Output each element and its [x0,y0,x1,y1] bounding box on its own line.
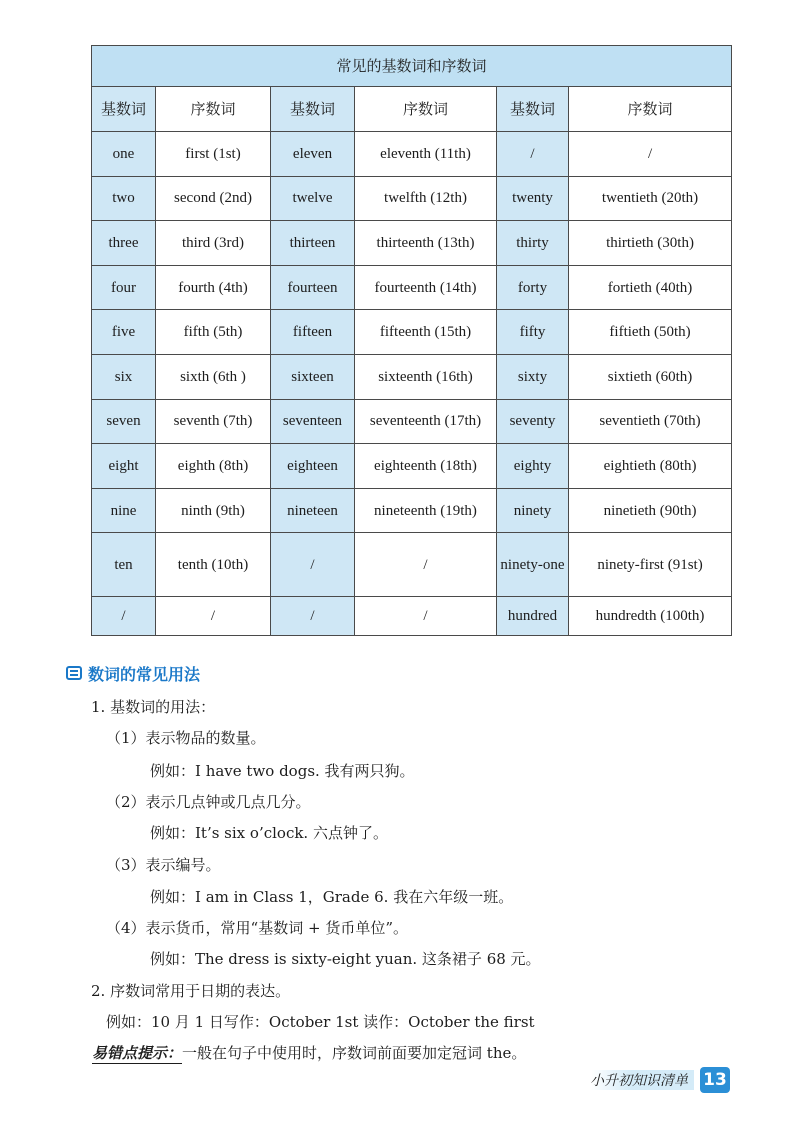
table-row [92,399,732,444]
ordinal-cell: sixth (6th ) [156,354,271,399]
ordinal-cell: / [355,533,497,597]
table-row [92,354,732,399]
ordinal-cell: sixtieth (60th) [569,354,732,399]
ordinal-cell: eleventh (11th) [355,132,497,177]
cardinal-cell: ninety [497,488,569,533]
ordinal-cell: fortieth (40th) [569,265,732,310]
ordinal-cell: tenth (10th) [156,533,271,597]
usage-item-4: （4）表示货币，常用“基数词 + 货币单位”。 [106,919,408,937]
cardinal-cell: eighty [497,444,569,489]
cardinal-cell: eighteen [271,444,355,489]
cardinal-cell: fourteen [271,265,355,310]
ordinal-cell: second (2nd) [156,176,271,221]
tip-text: 一般在句子中使用时，序数词前面要加定冠词 the。 [182,1044,527,1062]
example-5: 例如：10 月 1 日写作：October 1st 读作：October the first [106,1013,535,1031]
table-row [92,176,732,221]
cardinal-cell: five [92,310,156,355]
ordinal-cell: ninety-first (91st) [569,533,732,597]
ordinal-cell: eighteenth (18th) [355,444,497,489]
tip-label: 易错点提示： [92,1044,183,1062]
cardinal-cell: fifteen [271,310,355,355]
example-2: 例如：It’s six o’clock. 六点钟了。 [150,824,388,842]
ordinal-cell: twelfth (12th) [355,176,497,221]
cardinal-cell: one [92,132,156,177]
ordinal-cell: / [355,597,497,636]
ordinal-cell: seventieth (70th) [569,399,732,444]
ordinal-cell: seventeenth (17th) [355,399,497,444]
cardinal-cell: ninety-one [497,533,569,597]
usage-item-3: （3）表示编号。 [106,856,221,874]
ordinal-cell: eighth (8th) [156,444,271,489]
cardinal-cell: nineteen [271,488,355,533]
table-row [92,444,732,489]
cardinal-cell: six [92,354,156,399]
cardinal-cell: seventy [497,399,569,444]
cardinal-cell: twenty [497,176,569,221]
ordinal-cell: fifteenth (15th) [355,310,497,355]
ordinal-cell: sixteenth (16th) [355,354,497,399]
page-number: 13 [700,1067,730,1093]
cardinal-cell: / [497,132,569,177]
book-title: 小升初知识清单 [590,1070,694,1090]
example-3: 例如：I am in Class 1，Grade 6. 我在六年级一班。 [150,888,514,906]
header-cell: 序数词 [569,87,732,132]
ordinal-cell: eightieth (80th) [569,444,732,489]
ordinal-cell: fourth (4th) [156,265,271,310]
table-row [92,488,732,533]
ordinal-cell: / [569,132,732,177]
table-row [92,265,732,310]
cardinal-cell: eleven [271,132,355,177]
cardinal-cell: four [92,265,156,310]
table-row [92,221,732,266]
ordinal-cell: fifth (5th) [156,310,271,355]
header-cell: 序数词 [355,87,497,132]
table-row [92,310,732,355]
page-footer [590,1067,730,1093]
ordinal-cell: / [156,597,271,636]
ordinal-cell: thirtieth (30th) [569,221,732,266]
ordinal-cell: third (3rd) [156,221,271,266]
cardinal-cell: fifty [497,310,569,355]
ordinal-cell: fiftieth (50th) [569,310,732,355]
ordinal-cell: nineteenth (19th) [355,488,497,533]
header-cell: 基数词 [92,87,156,132]
cardinal-cell: eight [92,444,156,489]
cardinal-cell: seven [92,399,156,444]
cardinal-cell: / [271,597,355,636]
ordinal-cell: seventh (7th) [156,399,271,444]
example-4: 例如：The dress is sixty-eight yuan. 这条裙子 68 元。 [150,950,541,968]
cardinal-cell: thirteen [271,221,355,266]
table-row [92,132,732,177]
cardinal-cell: three [92,221,156,266]
usage-item-2: （2）表示几点钟或几点几分。 [106,793,311,811]
number-table [91,45,732,636]
ordinal-cell: fourteenth (14th) [355,265,497,310]
cardinal-cell: ten [92,533,156,597]
cardinal-cell: two [92,176,156,221]
list-icon [66,666,82,680]
section-title: 数词的常见用法 [88,664,201,684]
header-cell: 基数词 [271,87,355,132]
header-cell: 基数词 [497,87,569,132]
usage-cardinal-heading: 1. 基数词的用法： [91,698,216,716]
table-row [92,597,732,636]
section-heading [66,661,200,685]
cardinal-cell: / [271,533,355,597]
table-body [92,132,732,636]
usage-ordinal-heading: 2. 序数词常用于日期的表达。 [91,982,291,1000]
cardinal-cell: / [92,597,156,636]
cardinal-cell: nine [92,488,156,533]
header-cell: 序数词 [156,87,271,132]
ordinal-cell: thirteenth (13th) [355,221,497,266]
cardinal-cell: thirty [497,221,569,266]
table-title: 常见的基数词和序数词 [92,46,732,87]
usage-item-1: （1）表示物品的数量。 [106,729,266,747]
table-header-row [92,87,732,132]
ordinal-cell: first (1st) [156,132,271,177]
cardinal-cell: hundred [497,597,569,636]
ordinal-cell: ninetieth (90th) [569,488,732,533]
ordinal-cell: hundredth (100th) [569,597,732,636]
cardinal-cell: sixteen [271,354,355,399]
cardinal-cell: forty [497,265,569,310]
ordinal-cell: twentieth (20th) [569,176,732,221]
tip-line [92,1043,526,1063]
ordinal-cell: ninth (9th) [156,488,271,533]
cardinal-cell: sixty [497,354,569,399]
table-row [92,533,732,597]
cardinal-cell: twelve [271,176,355,221]
example-1: 例如：I have two dogs. 我有两只狗。 [150,762,415,780]
cardinal-cell: seventeen [271,399,355,444]
